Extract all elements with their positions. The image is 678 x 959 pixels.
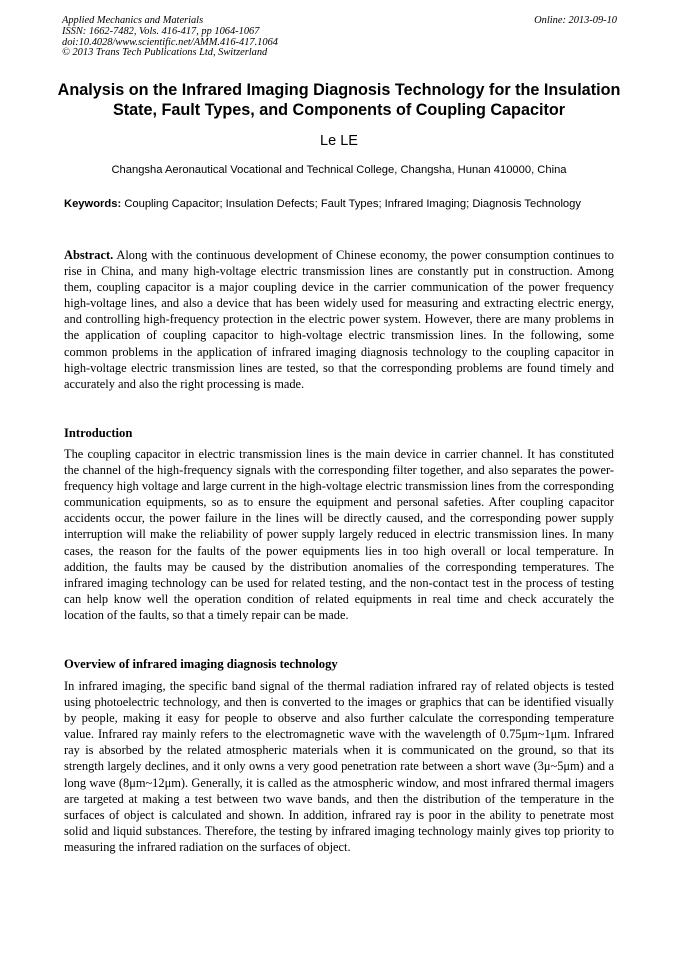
- journal-name: Applied Mechanics and Materials: [62, 15, 204, 26]
- abstract-label: Abstract.: [64, 248, 114, 262]
- keywords: [64, 197, 614, 212]
- section-heading-overview: Overview of infrared imaging diagnosis technology: [64, 657, 338, 671]
- journal-header: [62, 16, 617, 59]
- section-heading-introduction: Introduction: [64, 426, 133, 440]
- online-date: Online: 2013-09-10: [534, 15, 617, 26]
- section-body-overview: In infrared imaging, the specific band signal of the thermal radiation infrared ray of related objects is tested using photoelectric technology, and then is converted to the images or graphics that can be identified visually by people, making it easy for people to observe and also further calculate the corresponding temperature value. Infrared ray mainly refers to the electromagnetic wave with the wavelength of 0.75μm~1μm. Infrared ray is absorbed by the related atmospheric materials when it is communicated on the ground, so that its strength largely declines, and it only owns a very good penetration rate between a short wave (3μ~5μm) and a long wave (8μm~12μm). Generally, it is called as the atmospheric window, and most infrared thermal imagers are targeted at making a test between two wave bands, and then the distribution of the temperature in the surfaces of object is calculated and shown. In addition, infrared ray is poor in the ability to penetrate most solid and liquid substances. Therefore, the testing by infrared imaging technology mainly gives top priority to measuring the infrared radiation on the surfaces of object.: [64, 679, 614, 854]
- section-body-introduction: The coupling capacitor in electric transmission lines is the main device in carrier channel. It has constituted the channel of the high-frequency signals with the corresponding filter together, and also separates the power-frequency high voltage and large current in the high-voltage electric transmission lines from the corresponding communication equipments, so as to ensure the equipment and personal safeties. After coupling capacitor accidents occur, the power failure in the lines will be directly caused, and the corresponding power supply interruption will make the reliability of power supply largely reduced in electric transmission lines. In many cases, the reason for the faults of the power equipments lies in too high overall or local temperature. In addition, the faults may be caused by the distribution anomalies of the corresponding temperatures. The infrared imaging technology can be used for related testing, and the non-contact test in the process of testing can help know well the operation condition of related equipments in real time and check accurately the location of the faults, so that a timely repair can be made.: [64, 447, 614, 622]
- keywords-text: Coupling Capacitor; Insulation Defects; Fault Types; Infrared Imaging; Diagnosis Technology: [124, 198, 581, 210]
- paper-title: Analysis on the Infrared Imaging Diagnosis Technology for the Insulation State, Fault Types, and Components of Coupling Capacitor: [57, 81, 621, 119]
- issn-line: ISSN: 1662-7482, Vols. 416-417, pp 1064-1067: [62, 25, 260, 37]
- abstract: [64, 247, 614, 392]
- copyright-line: © 2013 Trans Tech Publications Ltd, Switzerland: [62, 47, 268, 59]
- abstract-text: Along with the continuous development of Chinese economy, the power consumption continues to rise in China, and many high-voltage electric transmission lines are constantly put in construction. Among them, coupling capacitor is a major coupling device in the carrier communication of the power frequency high-voltage lines, and also a device that has been widely used for measuring and extracting electric energy, and controlling high-frequency protection in the electric power system. However, there are many problems in the application of coupling capacitor to high-voltage electric transmission lines. In the following, some common problems in the application of infrared imaging diagnosis technology to the coupling capacitor in high-voltage electric transmission lines are tested, so that the corresponding problems are found timely and accurately and also the right processing is made.: [64, 248, 615, 391]
- author-name: Le LE: [320, 133, 358, 149]
- keywords-label: Keywords:: [64, 198, 122, 210]
- doi-line: doi:10.4028/www.scientific.net/AMM.416-417.1064: [62, 36, 278, 48]
- author-affiliation: Changsha Aeronautical Vocational and Technical College, Changsha, Hunan 410000, China: [111, 164, 567, 176]
